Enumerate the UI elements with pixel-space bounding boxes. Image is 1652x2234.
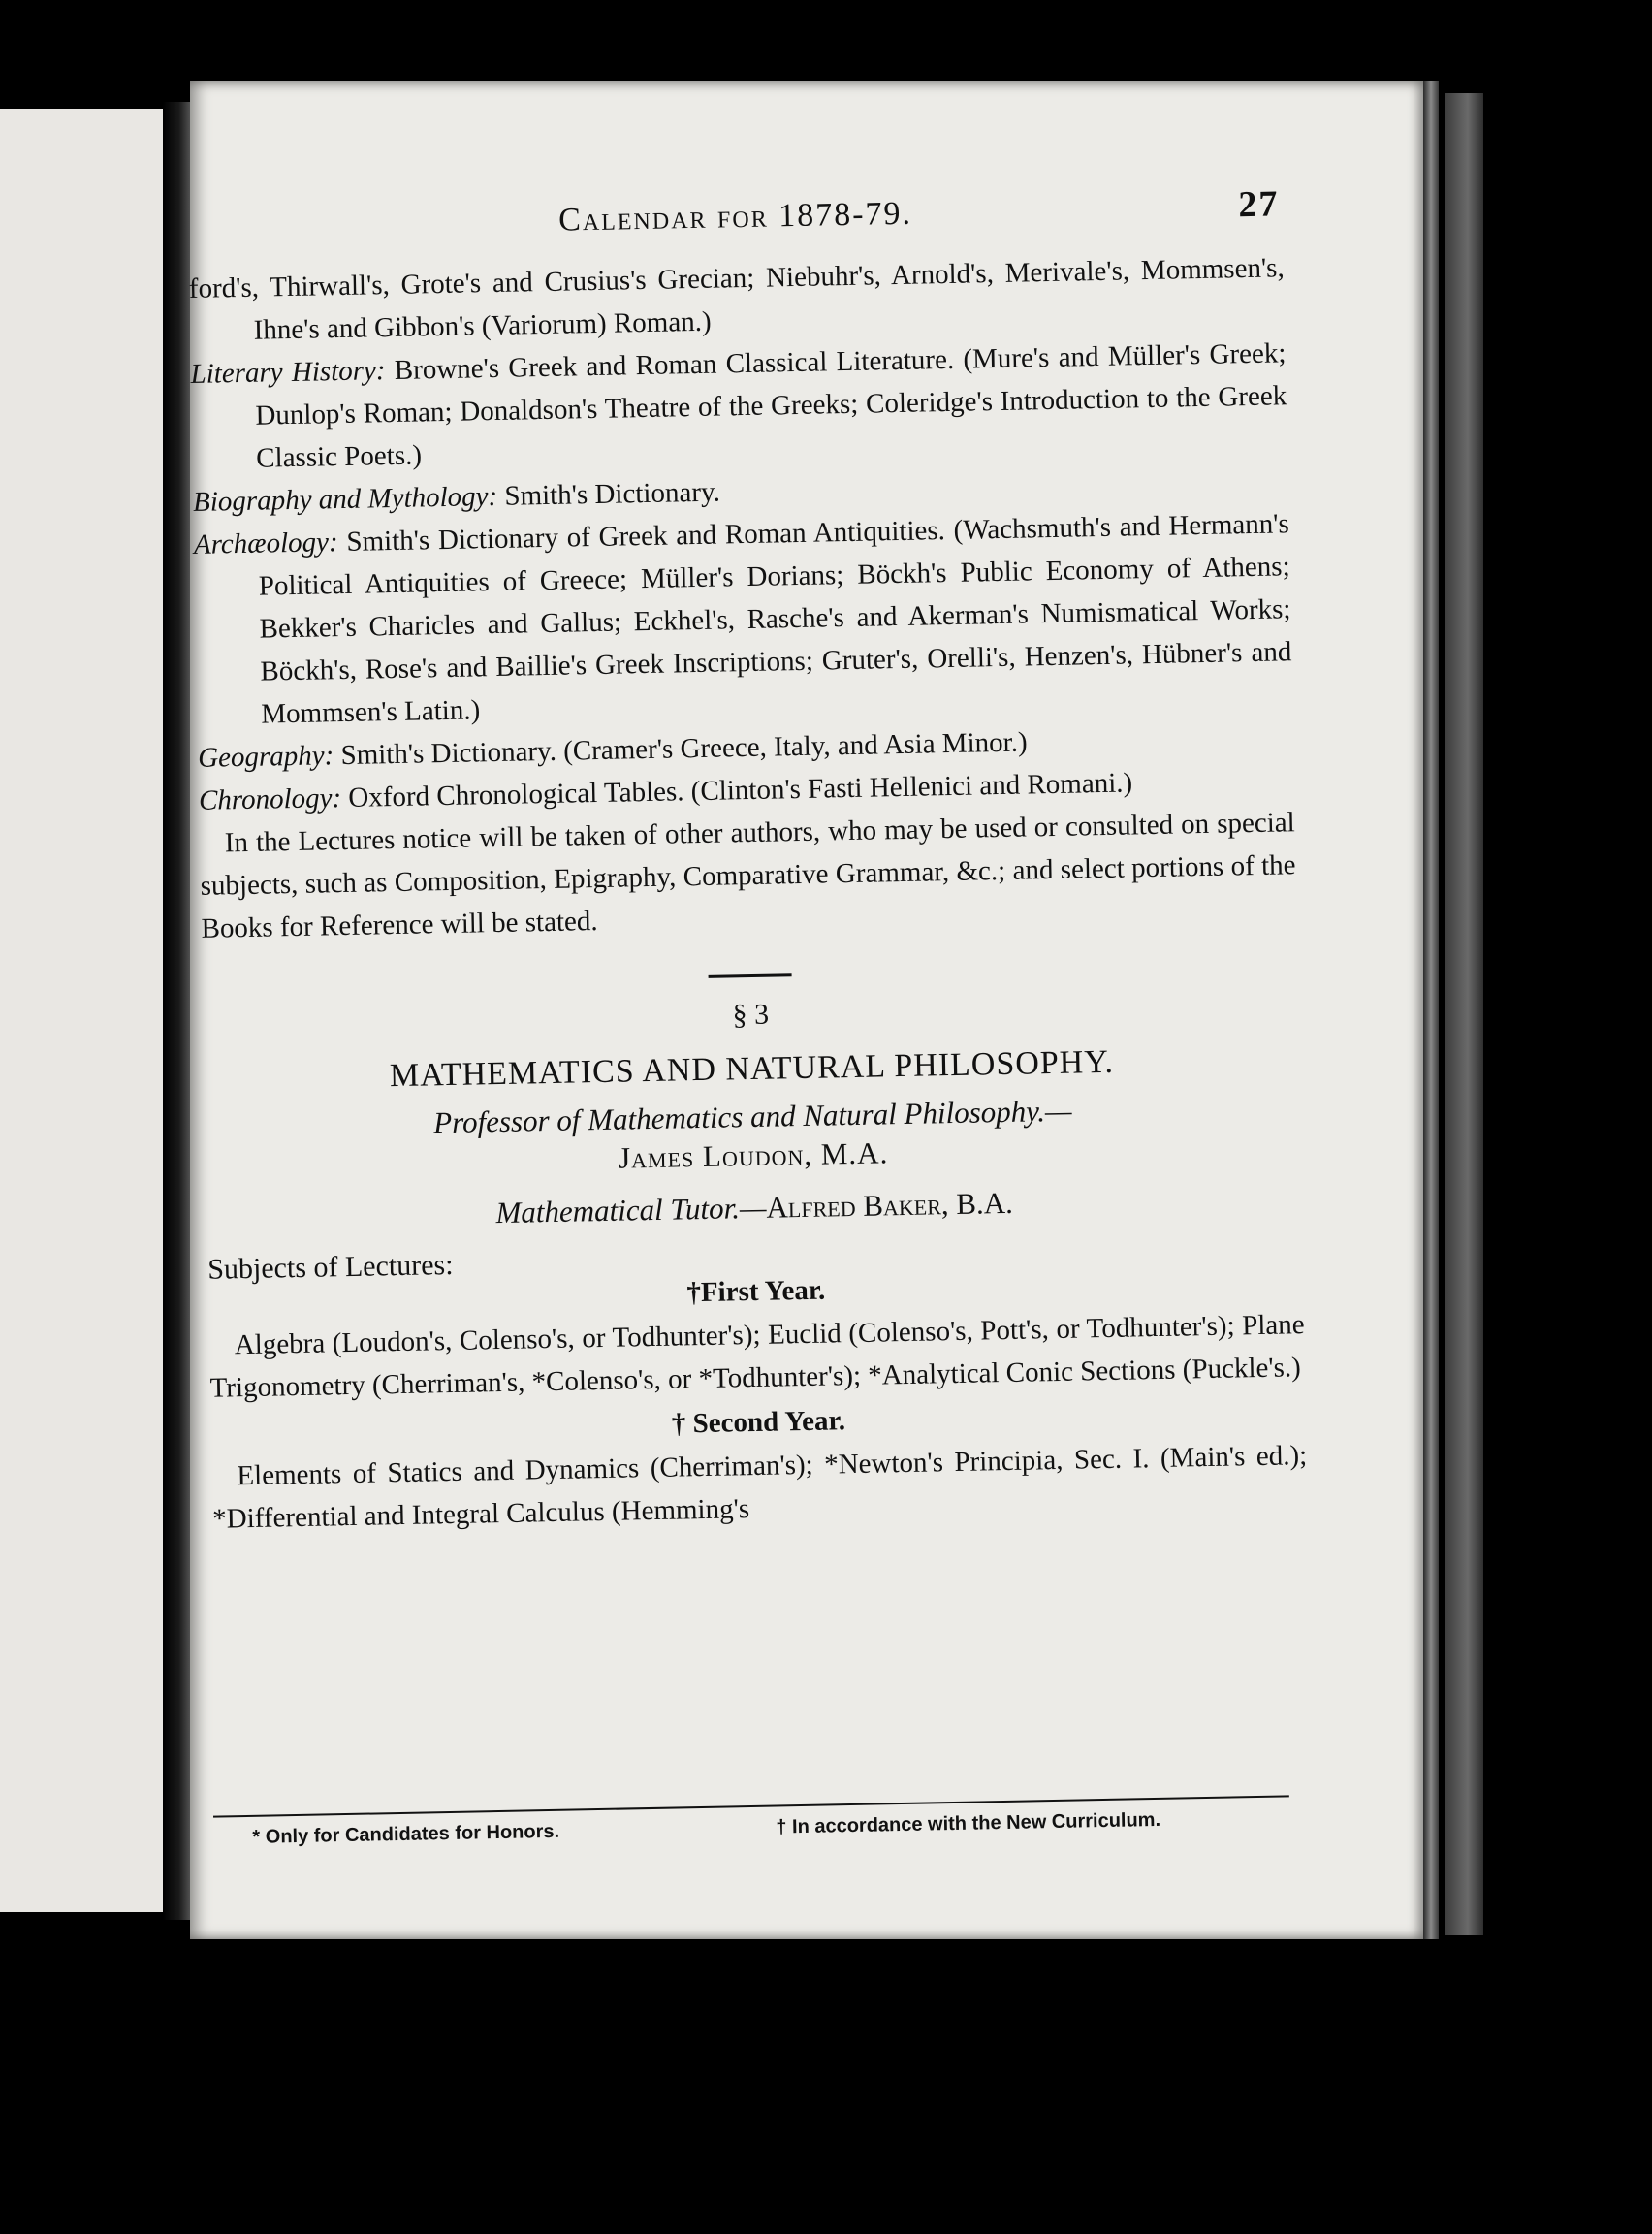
chronology-text: Oxford Chronological Tables. (Clinton's Fasti Hellenici and Romani.) [348,767,1133,814]
page-number: 27 [1238,183,1280,226]
facing-page-edge [0,109,163,1912]
archaeology-entry [194,502,1293,737]
lectures-note: In the Lectures notice will be taken of other authors, who may be used or consulted on special subjects, such as Composition, Epigraphy, Comparative Grammar, &c.; and select portions of the Books for Reference will be stated. [200,807,1296,944]
tutor-line [206,1180,1302,1236]
running-head-title: Calendar for 1878-79. [557,195,913,239]
section-divider [709,973,792,978]
archaeology-label: Archæology: [193,527,338,560]
professor-title: Professor of Mathematics and Natural Philosophy.— [432,1093,1072,1140]
chronology-label: Chronology: [198,782,342,816]
literary-history-entry [190,332,1287,481]
first-year-text: Algebra (Loudon's, Colenso's, or Todhunter's); Euclid (Colenso's, Pott's, or Todhunter's); Plane Trigonometry (Cherriman's, *Colenso's, or *Todhunter's); *Analytical Conic Sections (Puckle's.) [209,1309,1305,1404]
page-content [187,183,1315,1905]
footnote-honors: * Only for Candidates for Honors. [252,1820,560,1848]
professor-name: James Loudon, M.A. [618,1135,889,1175]
geography-label: Geography: [197,740,334,774]
literary-history-label: Literary History: [190,355,386,390]
section-heading: MATHEMATICS AND NATURAL PHILOSOPHY. [389,1043,1115,1095]
book-gutter [163,102,192,1920]
page-edge [1423,81,1439,1939]
tutor-name: Alfred Baker, B.A. [766,1185,1014,1225]
archaeology-text: Smith's Dictionary of Greek and Roman Antiquities. (Wachsmuth's and Hermann's Political Antiquities of Greece; Müller's Dorians; Böckh's Public Economy of Athens; Bekker's Charicles and Gallus; Eckhel's, Rasche's and Akerman's Numismatical Works; Böckh's, Rose's and Baillie's Greek Inscriptions; Gruter's, Orelli's, Henzen's, Hübner's and Mommsen's Latin.) [258,508,1292,730]
literary-history-text: Browne's Greek and Roman Classical Literature. (Mure's and Müller's Greek; Dunlop's Roman; Donaldson's Theatre of the Greeks; Coleridge's Introduction to the Greek Classic Poets.) [255,337,1287,474]
biography-text: Smith's Dictionary. [504,476,721,512]
subjects-label: Subjects of Lectures: [206,1248,454,1286]
first-year-heading: †First Year. [686,1274,826,1309]
tutor-label: Mathematical Tutor.— [495,1190,767,1230]
second-year-heading: † Second Year. [671,1405,846,1440]
biography-label: Biography and Mythology: [192,480,498,518]
footnote-curriculum: † In accordance with the New Curriculum. [776,1808,1161,1838]
geography-text: Smith's Dictionary. (Cramer's Greece, Italy, and Asia Minor.) [340,726,1028,772]
second-year-text: Elements of Statics and Dynamics (Cherriman's); *Newton's Principia, Sec. I. (Main's ed.); *Differential and Integral Calculus (Hemming's [211,1440,1308,1535]
book-cover-edge [1445,93,1483,1935]
section-number: § 3 [732,998,770,1032]
paragraph-historians: ford's, Thirwall's, Grote's and Crusius's Grecian; Niebuhr's, Arnold's, Merivale's, Mommsen's, Ihne's and Gibbon's (Variorum) Roman.) [188,252,1285,346]
